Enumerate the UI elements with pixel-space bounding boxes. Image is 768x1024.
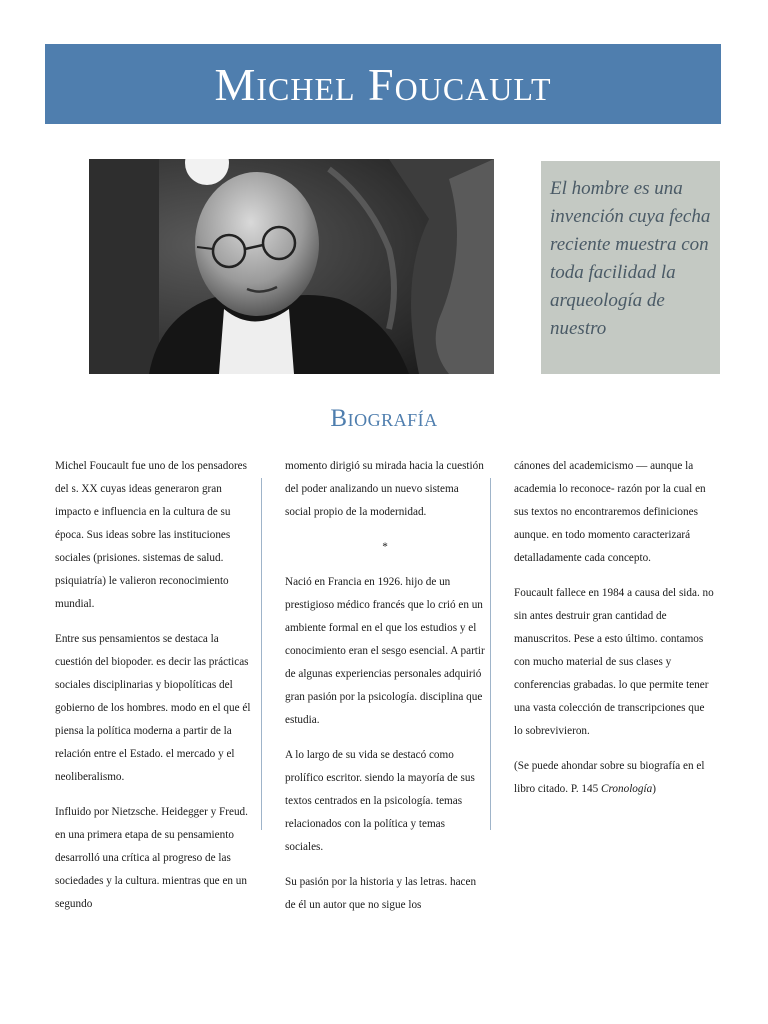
separator-star: *: [382, 541, 388, 553]
paragraph: Influido por Nietzsche. Heidegger y Freud. en una primera etapa de su pensamiento desarrolló una crítica al progreso de las sociedades y la cultura. mientras que en un segundo: [55, 806, 248, 910]
paragraph: Nació en Francia en 1926. hijo de un prestigioso médico francés que lo crió en un ambiente formal en el que los estudios y el conocimiento eran el sesgo esencial. A partir de algunas experiencias personales adquirió gran pasión por la psicología. disciplina que estudia.: [285, 576, 485, 726]
paragraph: cánones del academicismo — aunque la academia lo reconoce- razón por la cual en sus textos no encontraremos definiciones aunque. en todo momento caracterizará detalladamente cada concepto.: [514, 460, 706, 564]
quote-box: [541, 161, 720, 374]
portrait-image: [89, 159, 494, 374]
paragraph: Michel Foucault fue uno de los pensadores del s. XX cuyas ideas generaron gran impacto e influencia en la cultura de su época. Sus ideas sobre las instituciones sociales (prisiones. sistemas de salud. psiquiatría) le valieron reconocimiento mundial.: [55, 460, 248, 610]
quote-text: El hombre es una invención cuya fecha reciente muestra con toda facilidad la arqueología de nuestro: [550, 178, 711, 339]
text-column-2: [285, 455, 485, 929]
citation-paragraph: [514, 755, 714, 801]
section-heading: Biografía: [330, 405, 438, 432]
paragraph: A lo largo de su vida se destacó como prolífico escritor. siendo la mayoría de sus textos centrados en la psicología. temas relacionados con la política y temas sociales.: [285, 749, 475, 853]
text-column-3: [514, 455, 714, 813]
column-divider: [490, 478, 491, 830]
citation-italic: Cronología: [601, 783, 653, 795]
page-title: Michel Foucault: [214, 59, 552, 110]
paragraph: Entre sus pensamientos se destaca la cuestión del biopoder. es decir las prácticas sociales disciplinarias y biopolíticas del gobierno de los hombres. modo en el que él piensa la política moderna a partir de la relación entre el Estado. el mercado y el neoliberalismo.: [55, 633, 251, 783]
citation-text: (Se puede ahondar sobre su biografía en el libro citado. P. 145: [514, 760, 705, 795]
portrait-photo: [89, 159, 494, 374]
column-divider: [261, 478, 262, 830]
title-banner: [45, 44, 721, 124]
paragraph: Su pasión por la historia y las letras. hacen de él un autor que no sigue los: [285, 876, 477, 911]
citation-end: ): [652, 783, 656, 795]
paragraph: Foucault fallece en 1984 a causa del sida. no sin antes destruir gran cantidad de manuscritos. Pese a esto último. contamos con mucho material de sus clases y conferencias grabadas. lo que permite tener una vasta colección de transcripciones que lo sobrevivieron.: [514, 587, 714, 737]
paragraph: momento dirigió su mirada hacia la cuestión del poder analizando un nuevo sistema social propio de la modernidad.: [285, 460, 484, 518]
text-column-1: [55, 455, 255, 928]
